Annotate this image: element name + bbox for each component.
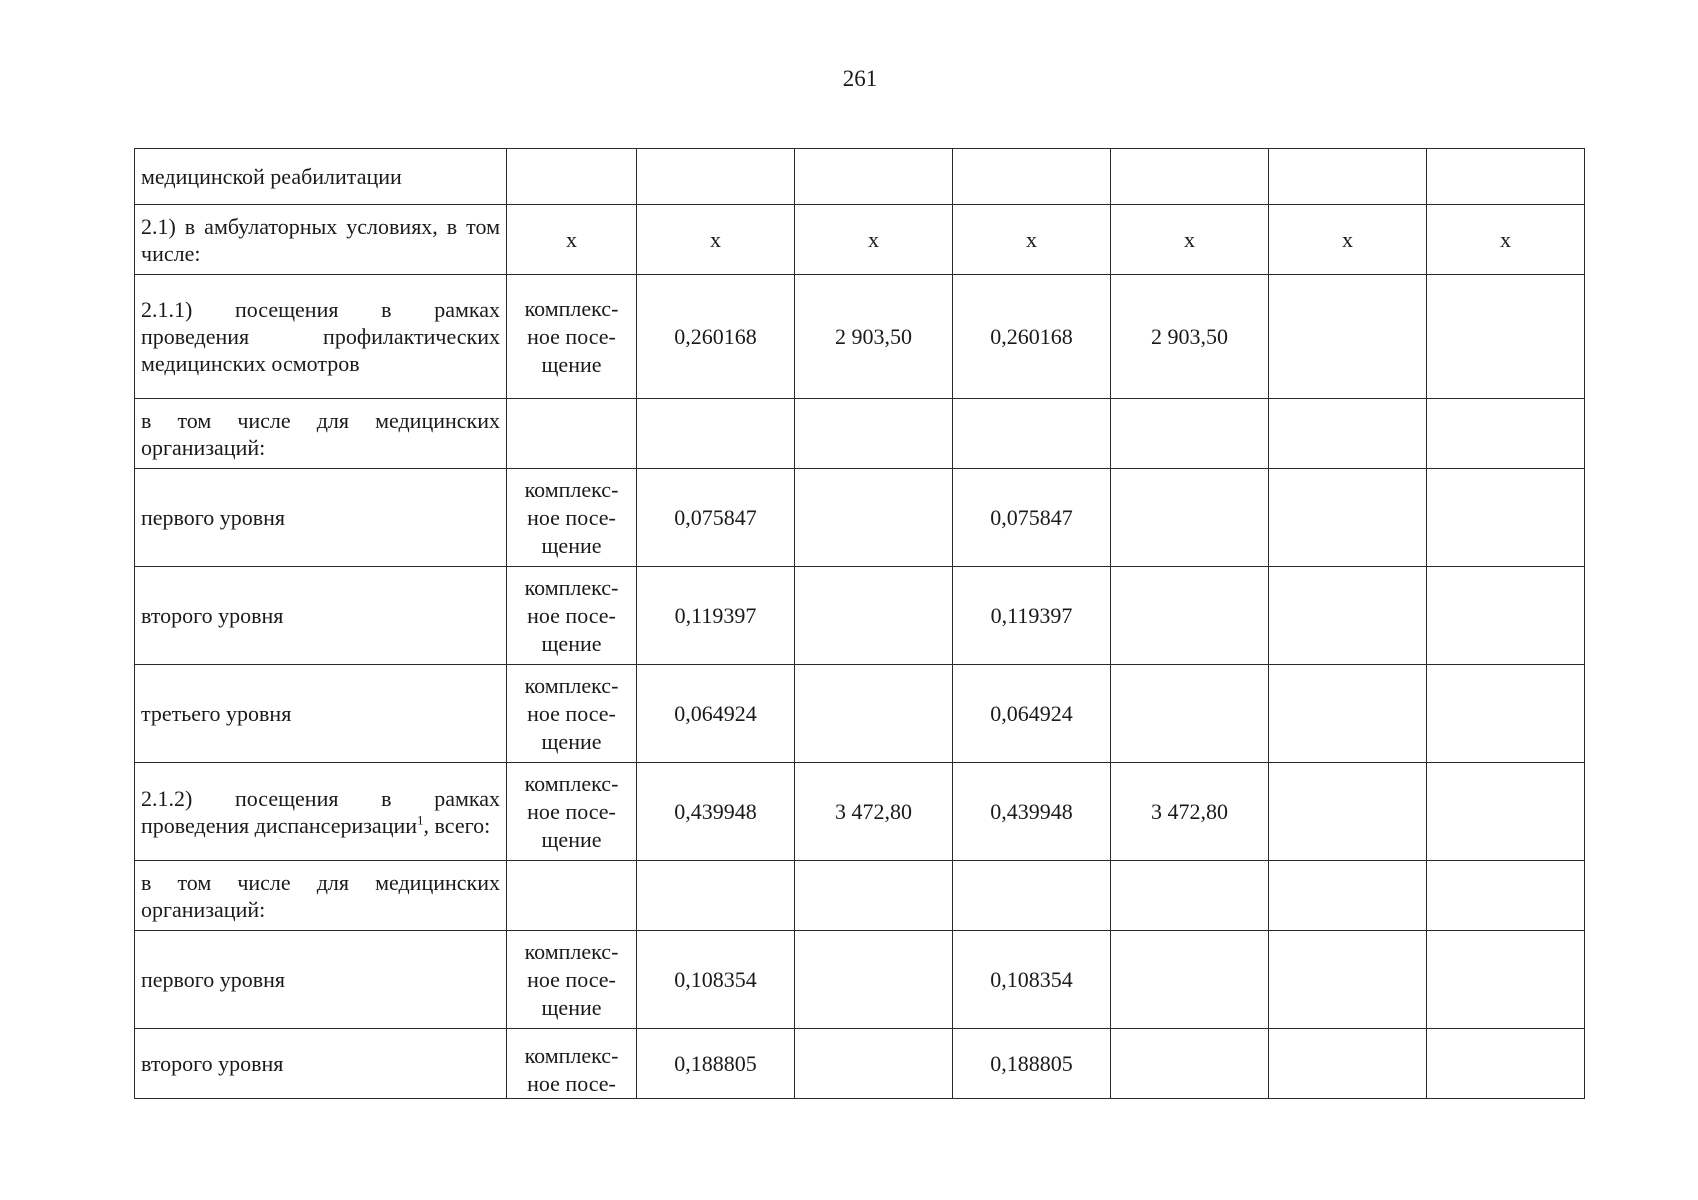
table-row (135, 399, 1585, 469)
table-row (135, 275, 1585, 399)
unit-text: щение (541, 728, 602, 754)
value-cell: 0,075847 (637, 469, 795, 567)
value-cell (1427, 1029, 1585, 1099)
value-cell (953, 149, 1111, 205)
row-name: 2.1.2) посещения в рамках проведения диспансеризации (141, 785, 500, 838)
value-cell: 0,260168 (637, 275, 795, 399)
row-name-cell (135, 665, 507, 763)
row-name-cell (135, 931, 507, 1029)
value-cell (1111, 861, 1269, 931)
value-cell (1427, 469, 1585, 567)
unit-cell (507, 469, 637, 567)
row-name-cell (135, 275, 507, 399)
row-name: третьего уровня (141, 701, 292, 726)
value-cell: х (1427, 205, 1585, 275)
value-cell: 0,188805 (637, 1029, 795, 1099)
unit-text: ное посе- (527, 1071, 616, 1096)
unit-text: щение (541, 994, 602, 1020)
value-cell (1111, 149, 1269, 205)
value-cell (1427, 931, 1585, 1029)
value-cell: 0,260168 (953, 275, 1111, 399)
row-name: второго уровня (141, 603, 284, 628)
row-name: 2.1) в амбулаторных условиях, в том числе: (141, 213, 500, 266)
value-cell (1111, 931, 1269, 1029)
value-cell (1427, 149, 1585, 205)
value-cell (1269, 861, 1427, 931)
value-cell (1269, 567, 1427, 665)
table-row (135, 205, 1585, 275)
row-name-cell (135, 861, 507, 931)
value-cell: 2 903,50 (795, 275, 953, 399)
table-body (135, 149, 1585, 1099)
value-cell (1269, 399, 1427, 469)
row-name: в том числе для медицинских организаций: (141, 869, 500, 922)
value-cell (795, 861, 953, 931)
value-cell (1269, 149, 1427, 205)
value-cell (637, 149, 795, 205)
value-cell (1111, 567, 1269, 665)
row-name: в том числе для медицинских организаций: (141, 407, 500, 460)
page-number: 261 (842, 66, 878, 91)
table-row (135, 1029, 1585, 1099)
row-name-cell (135, 149, 507, 205)
value-cell (1427, 861, 1585, 931)
value-cell (1269, 665, 1427, 763)
value-cell: 0,119397 (637, 567, 795, 665)
value-cell (795, 469, 953, 567)
value-cell: 0,064924 (953, 665, 1111, 763)
value-cell (1427, 399, 1585, 469)
value-cell: х (795, 205, 953, 275)
row-name: второго уровня (141, 1051, 284, 1076)
value-cell: х (953, 205, 1111, 275)
value-cell (1111, 469, 1269, 567)
value-cell: 0,119397 (953, 567, 1111, 665)
value-cell (1269, 275, 1427, 399)
unit-cell (507, 763, 637, 861)
unit-cell (507, 931, 637, 1029)
value-cell (795, 665, 953, 763)
row-name-cell (135, 469, 507, 567)
unit-cell (507, 275, 637, 399)
value-cell (953, 861, 1111, 931)
unit-text: комплекс- (524, 476, 619, 502)
value-cell: 0,439948 (637, 763, 795, 861)
unit-cell (507, 1029, 637, 1099)
value-cell: 3 472,80 (1111, 763, 1269, 861)
unit-cell (507, 665, 637, 763)
value-cell (1269, 1029, 1427, 1099)
unit-text: щение (541, 826, 602, 852)
value-cell (1269, 931, 1427, 1029)
unit-cell (507, 205, 637, 275)
unit-text: комплекс- (524, 938, 619, 964)
table-row (135, 567, 1585, 665)
row-name-cell (135, 205, 507, 275)
value-cell (795, 931, 953, 1029)
value-cell (1111, 665, 1269, 763)
unit-text: ное посе- (527, 602, 616, 628)
value-cell: 0,188805 (953, 1029, 1111, 1099)
table-row (135, 931, 1585, 1029)
unit-text: щение (541, 630, 602, 656)
row-name: медицинской реабилитации (141, 164, 402, 189)
value-cell: х (1269, 205, 1427, 275)
unit-text: х (566, 226, 577, 252)
row-name-cell (135, 399, 507, 469)
value-cell: 0,108354 (953, 931, 1111, 1029)
value-cell (795, 567, 953, 665)
value-cell (1269, 469, 1427, 567)
value-cell (1427, 567, 1585, 665)
value-cell (1111, 399, 1269, 469)
row-name: первого уровня (141, 967, 286, 992)
value-cell: х (637, 205, 795, 275)
value-cell: х (1111, 205, 1269, 275)
unit-cell (507, 399, 637, 469)
unit-cell (507, 861, 637, 931)
value-cell: 2 903,50 (1111, 275, 1269, 399)
unit-text: ное посе- (527, 798, 616, 824)
unit-text: комплекс- (524, 574, 619, 600)
value-cell (1111, 1029, 1269, 1099)
value-cell (637, 399, 795, 469)
value-cell (1269, 763, 1427, 861)
table-row (135, 149, 1585, 205)
value-cell (1427, 275, 1585, 399)
value-cell (795, 1029, 953, 1099)
row-name-cell (135, 567, 507, 665)
unit-text: комплекс- (524, 770, 619, 796)
unit-text: ное посе- (527, 504, 616, 530)
row-name-cell (135, 1029, 507, 1099)
unit-cell (507, 149, 637, 205)
row-name: первого уровня (141, 505, 286, 530)
value-cell (637, 861, 795, 931)
unit-text: комплекс- (524, 672, 619, 698)
value-cell (795, 399, 953, 469)
unit-text: комплекс- (524, 295, 619, 321)
value-cell: 0,064924 (637, 665, 795, 763)
value-cell: 0,075847 (953, 469, 1111, 567)
table-row (135, 469, 1585, 567)
unit-text: щение (541, 532, 602, 558)
value-cell: 0,108354 (637, 931, 795, 1029)
row-name: 2.1.1) посещения в рамках проведения профилактических медицинских осмотров (141, 297, 500, 376)
unit-text: ное посе- (527, 323, 616, 349)
unit-text: комплекс- (524, 1043, 619, 1068)
unit-text: ное посе- (527, 966, 616, 992)
value-cell: 3 472,80 (795, 763, 953, 861)
tariff-table (134, 148, 1585, 1099)
table-row (135, 665, 1585, 763)
row-name-suffix: , всего: (423, 812, 491, 838)
footnote-marker: 1 (417, 812, 424, 828)
value-cell (795, 149, 953, 205)
table-row (135, 763, 1585, 861)
unit-cell (507, 567, 637, 665)
unit-text: ное посе- (527, 700, 616, 726)
value-cell (953, 399, 1111, 469)
unit-text: щение (541, 351, 602, 377)
value-cell (1427, 665, 1585, 763)
value-cell (1427, 763, 1585, 861)
table-row (135, 861, 1585, 931)
value-cell: 0,439948 (953, 763, 1111, 861)
row-name-cell (135, 763, 507, 861)
